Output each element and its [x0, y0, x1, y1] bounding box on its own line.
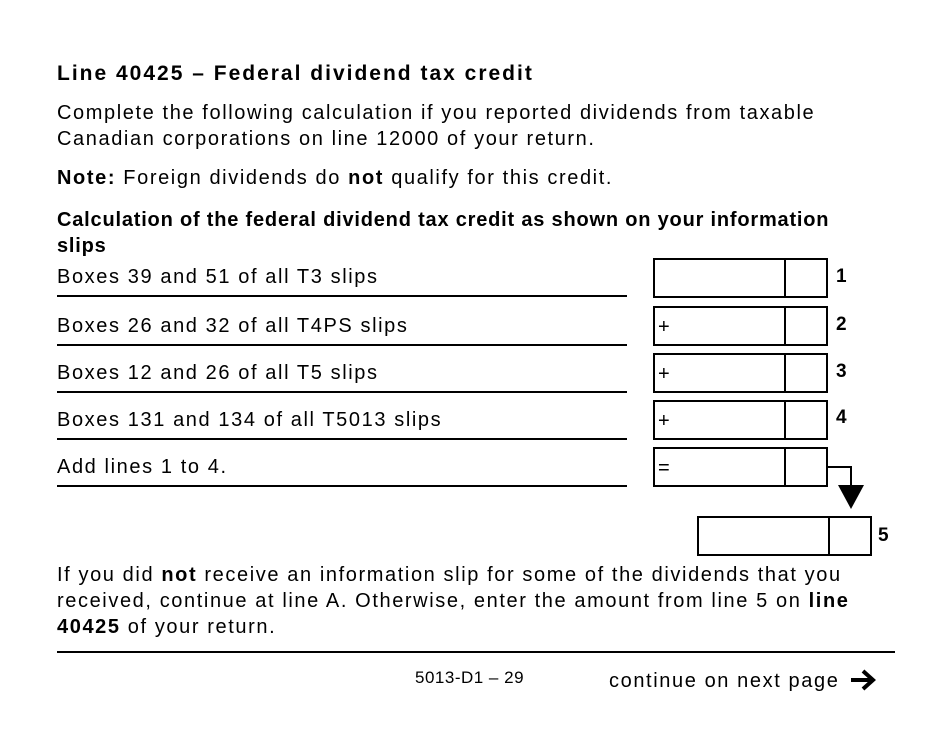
section-heading: Line 40425 – Federal dividend tax credit: [57, 62, 534, 85]
amount-input-line-4[interactable]: [653, 400, 828, 440]
cents-divider: [784, 258, 786, 298]
note-text: Foreign dividends do: [123, 167, 341, 189]
row-label-line-3: Boxes 12 and 26 of all T5 slips: [57, 357, 627, 393]
footer-divider: [57, 651, 895, 653]
cents-divider: [784, 353, 786, 393]
down-arrow-icon: [826, 458, 870, 514]
closing-emphasis: not: [161, 564, 198, 586]
line-number-5: 5: [878, 525, 889, 546]
amount-input-line-1[interactable]: [653, 258, 828, 298]
row-label-total: Add lines 1 to 4.: [57, 451, 627, 487]
note-emphasis: not: [348, 167, 385, 189]
plus-sign: +: [658, 410, 670, 432]
closing-text-middle: receive an information slip for some of the dividends that you received, continue at line A. Otherwise, enter the amount from line 5 on: [57, 564, 842, 612]
cents-divider: [828, 516, 830, 556]
line-reference: line 40425: [57, 590, 850, 638]
amount-input-line-5[interactable]: [697, 516, 872, 556]
cents-divider: [784, 306, 786, 346]
row-label-line-1: Boxes 39 and 51 of all T3 slips: [57, 261, 627, 297]
continue-link[interactable]: [609, 669, 877, 693]
cents-divider: [784, 400, 786, 440]
calculation-title: Calculation of the federal dividend tax credit as shown on your information slips: [57, 209, 830, 257]
cents-divider: [784, 447, 786, 487]
continue-text: continue on next page: [609, 670, 840, 692]
row-label-line-2: Boxes 26 and 32 of all T4PS slips: [57, 310, 627, 346]
page-number: 5013-D1 – 29: [415, 668, 525, 687]
line-number-4: 4: [836, 407, 847, 428]
intro-paragraph: Complete the following calculation if you reported dividends from taxable Canadian corporations on line 12000 of your return.: [57, 102, 816, 150]
line-number-2: 2: [836, 314, 847, 335]
amount-input-line-3[interactable]: [653, 353, 828, 393]
note-text-end: qualify for this credit.: [391, 167, 614, 189]
right-arrow-icon: [849, 669, 877, 691]
equals-sign: =: [658, 457, 670, 479]
note-label: Note:: [57, 167, 117, 189]
closing-text-end: of your return.: [127, 616, 277, 638]
amount-input-total[interactable]: [653, 447, 828, 487]
closing-paragraph: [57, 562, 902, 640]
plus-sign: +: [658, 316, 670, 338]
row-label-line-4: Boxes 131 and 134 of all T5013 slips: [57, 404, 627, 440]
plus-sign: +: [658, 363, 670, 385]
line-number-1: 1: [836, 266, 847, 287]
amount-input-line-2[interactable]: [653, 306, 828, 346]
closing-text: If you did: [57, 564, 155, 586]
note-paragraph: [57, 165, 907, 191]
line-number-3: 3: [836, 361, 847, 382]
